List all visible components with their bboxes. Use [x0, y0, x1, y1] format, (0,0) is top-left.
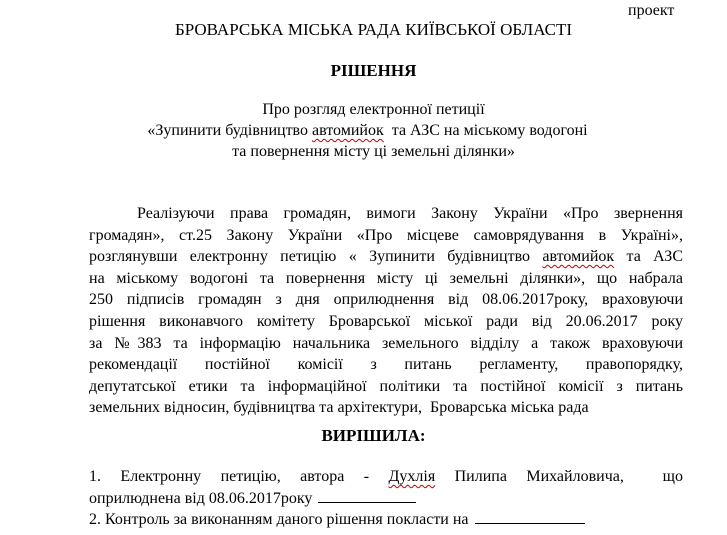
subject-text: «Зупинити будівництво — [147, 122, 312, 139]
preamble-text: та АЗС — [614, 248, 683, 266]
item-text: 2. Контроль за виконанням даного рішення покласти на — [89, 511, 469, 529]
spellcheck-flagged-word[interactable]: автомийок — [542, 248, 615, 266]
subject-text: та АЗС на міському водогоні — [383, 122, 588, 139]
draft-label: проект — [628, 2, 675, 19]
decision-title: РІШЕННЯ — [330, 61, 417, 80]
item-1-line — [89, 488, 683, 510]
preamble-line: земельних відносин, будівництва та архітектури, Броварська міська рада — [89, 399, 589, 417]
blank-fill-line[interactable] — [475, 509, 585, 524]
subject-line: Про розгляд електронної петиції — [262, 101, 485, 118]
item-text: 1. Електронну петицію, автора - — [89, 468, 389, 485]
resolved-heading: ВИРІШИЛА: — [321, 426, 426, 445]
preamble-line: на міському водогоні та повернення місту ці земельні ділянки», що набрала — [89, 269, 683, 287]
blank-fill-line[interactable] — [318, 488, 416, 503]
preamble-line: Реалізуючи права громадян, вимоги Закону України «Про звернення — [137, 205, 683, 222]
preamble-text: розглянувши електронну петицію « Зупинити будівництво — [89, 248, 543, 266]
preamble-line: 250 підписів громадян з дня оприлюднення від 08.06.2017року, враховуючи — [89, 291, 683, 309]
preamble-line: громадян», ст.25 Закону України «Про місцеве самоврядування в Україні», — [89, 226, 683, 244]
spellcheck-flagged-word[interactable]: Духлія — [388, 468, 436, 485]
item-text: Пилипа Михайловича, що — [435, 468, 684, 485]
preamble-line: рекомендації постійної комісії з питань регламенту, правопорядку, — [89, 356, 683, 374]
resolution-items — [89, 466, 683, 531]
preamble-line — [89, 246, 683, 268]
decision-subject — [0, 99, 727, 162]
preamble-line: депутатської етики та інформаційної політики та постійної комісії з питань — [89, 377, 683, 395]
council-name-heading: БРОВАРСЬКА МІСЬКА РАДА КИЇВСЬКОЇ ОБЛАСТІ — [174, 20, 573, 39]
preamble-paragraph — [89, 203, 683, 419]
subject-line: та повернення місту ці земельні ділянки» — [232, 143, 515, 160]
spellcheck-flagged-word[interactable]: автомийок — [312, 122, 384, 139]
item-text: оприлюднена від 08.06.2017року — [89, 489, 313, 507]
item-1-line — [89, 466, 683, 488]
item-2-line — [89, 509, 683, 531]
subject-line — [8, 120, 727, 141]
preamble-line: за №383 та інформацію начальника земельного відділу а також враховуючи — [89, 334, 683, 352]
preamble-line: рішення виконавчого комітету Броварської міської ради від 20.06.2017 року — [89, 312, 683, 330]
